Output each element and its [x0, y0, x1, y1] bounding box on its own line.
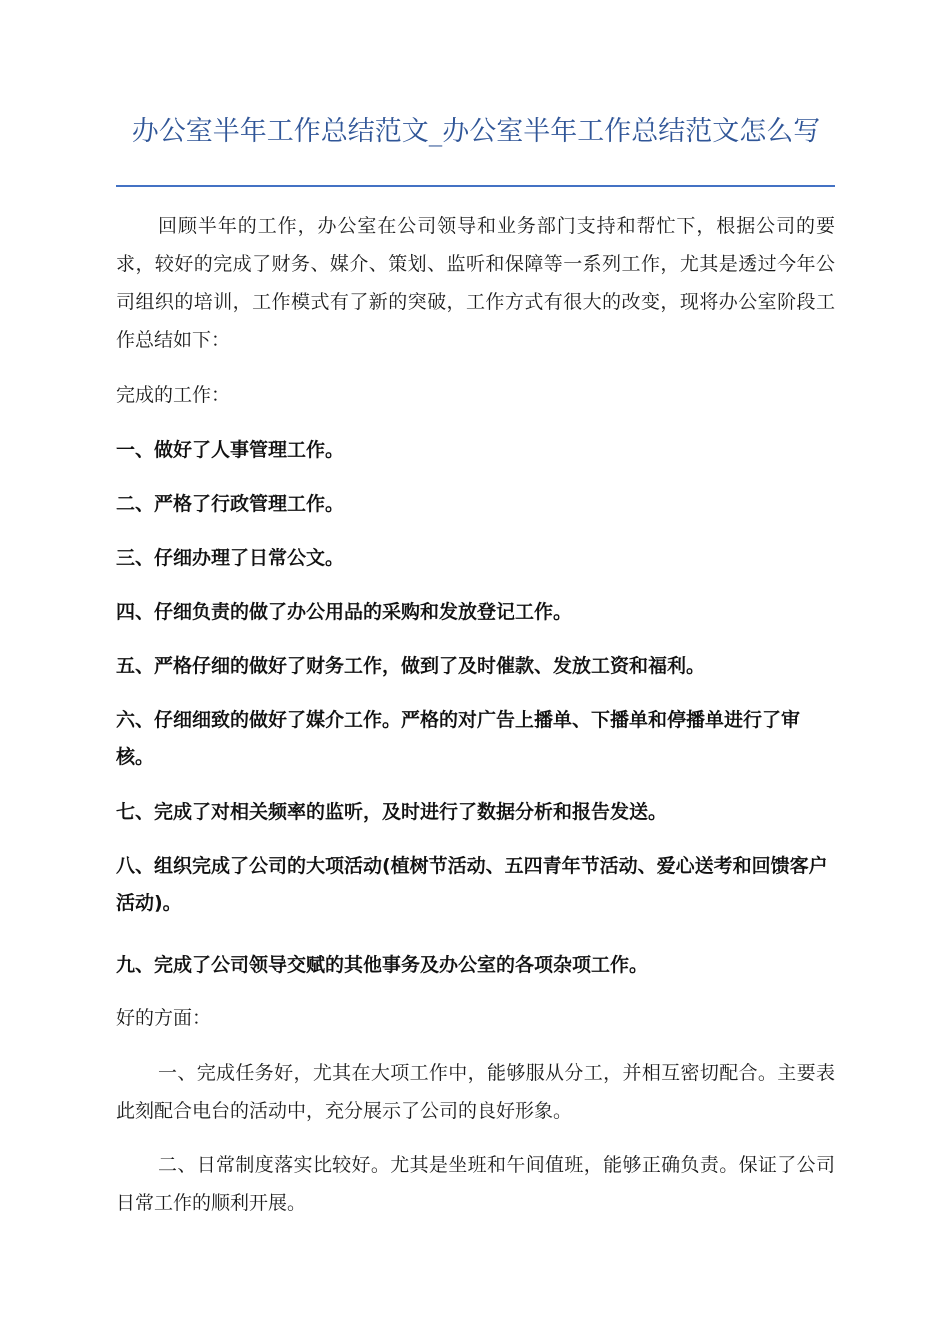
work-item-7: 七、完成了对相关频率的监听，及时进行了数据分析和报告发送。 [116, 801, 668, 823]
good-point-2: 二、日常制度落实比较好。尤其是坐班和午间值班，能够正确负责。保证了公司日常工作的顺利开展。 [116, 1154, 835, 1214]
work-item-9: 九、完成了公司领导交赋的其他事务及办公室的各项杂项工作。 [116, 954, 649, 976]
work-item-8: 八、组织完成了公司的大项活动(植树节活动、五四青年节活动、爱心送考和回馈客户活动)。 [116, 855, 828, 914]
work-item-4: 四、仔细负责的做了办公用品的采购和发放登记工作。 [116, 601, 573, 623]
work-item-5: 五、严格仔细的做好了财务工作，做到了及时催款、发放工资和福利。 [116, 655, 706, 677]
work-item-1: 一、做好了人事管理工作。 [116, 439, 345, 461]
good-point-1: 一、完成任务好，尤其在大项工作中，能够服从分工，并相互密切配合。主要表此刻配合电台的活动中，充分展示了公司的良好形象。 [116, 1062, 835, 1122]
intro-paragraph: 回顾半年的工作，办公室在公司领导和业务部门支持和帮忙下，根据公司的要求，较好的完成了财务、媒介、策划、监听和保障等一系列工作，尤其是透过今年公司组织的培训，工作模式有了新的突破，工作方式有很大的改变，现将办公室阶段工作总结如下： [116, 215, 835, 351]
work-item-2: 二、严格了行政管理工作。 [116, 493, 345, 515]
title-underline [116, 185, 835, 187]
good-aspects-heading: 好的方面： [116, 1007, 212, 1029]
completed-work-heading: 完成的工作： [116, 384, 231, 406]
document-title: 办公室半年工作总结范文_办公室半年工作总结范文怎么写 [131, 116, 821, 147]
work-item-6: 六、仔细细致的做好了媒介工作。严格的对广告上播单、下播单和停播单进行了审核。 [116, 709, 801, 768]
work-item-3: 三、仔细办理了日常公文。 [116, 547, 345, 569]
